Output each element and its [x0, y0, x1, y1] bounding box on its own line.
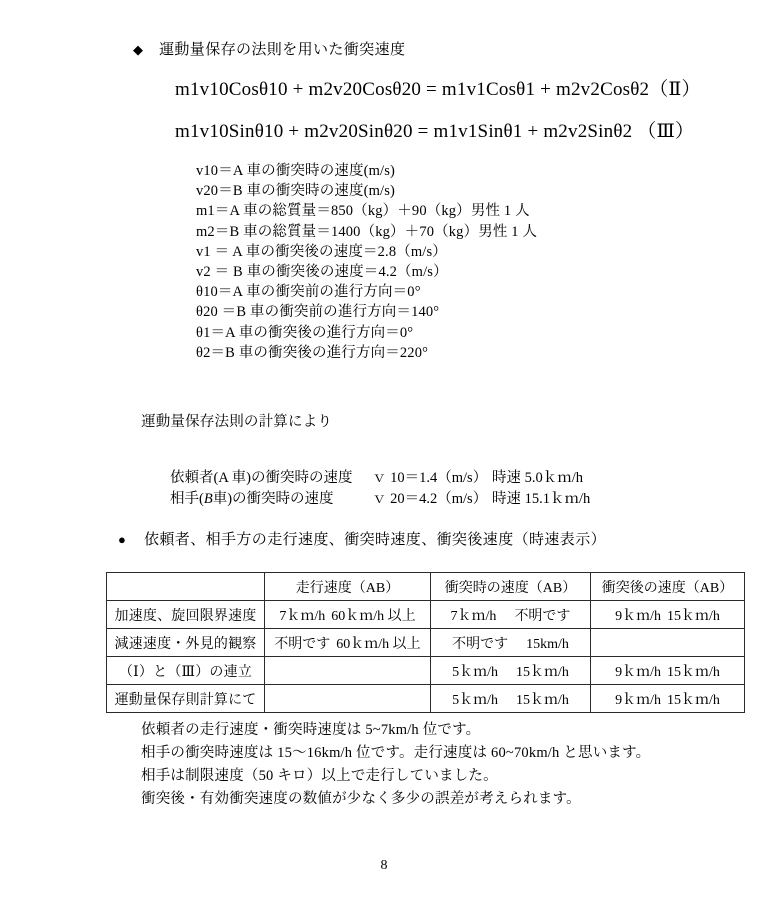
table-cell-travel [265, 629, 431, 657]
table-cell-impact-a: 5ｋｍ/h [452, 692, 498, 708]
table-cell-impact-a: 不明です [452, 636, 509, 652]
definition-m2: m2＝B 車の総質量＝1400（kg）＋70（kg）男性 1 人 [196, 223, 538, 240]
definition-theta10: θ10＝A 車の衝突前の進行方向＝0° [196, 284, 421, 301]
definition-v2: v2 ＝ B 車の衝突後の速度＝4.2（m/s） [196, 264, 448, 281]
table-header-travel-speed: 走行速度（AB） [265, 573, 431, 601]
table-header-row [107, 573, 745, 601]
section-heading-label: 運動量保存の法則を用いた衝突速度 [159, 42, 406, 58]
equation-cos: m1v10Cosθ10 + m2v20Cosθ20 = m1v1Cosθ1 + m2v2Cosθ2（Ⅱ） [175, 79, 701, 100]
table-row [107, 685, 745, 713]
definition-v1: v1 ＝ A 車の衝突後の速度＝2.8（m/s） [196, 243, 447, 260]
table-header-blank [107, 573, 265, 601]
table-row-label: 加速度、旋回限界速度 [107, 601, 265, 629]
table-cell-after-a: 9ｋｍ/h [615, 608, 661, 624]
calculation-intro: 運動量保存法則の計算により [141, 414, 333, 430]
result-label-other [170, 489, 372, 510]
definition-theta2: θ2＝B 車の衝突後の進行方向＝220° [196, 344, 429, 361]
result-list [170, 468, 590, 509]
definition-theta20: θ20 ＝B 車の衝突前の進行方向＝140° [196, 304, 440, 321]
round-bullet-icon: ● [118, 532, 126, 547]
table-cell-impact-b: 不明です [514, 608, 571, 624]
table-cell-after [591, 685, 745, 713]
table-cell-after-b: 15ｋｍ/h [667, 664, 720, 680]
table-cell-after [591, 601, 745, 629]
table-cell-travel [265, 685, 431, 713]
table-cell-travel-a: 不明です [274, 636, 331, 652]
definition-v20: v20＝B 車の衝突時の速度(m/s) [196, 183, 396, 200]
table-cell-impact-a: 5ｋｍ/h [452, 664, 498, 680]
table-cell-after-a: 9ｋｍ/h [615, 664, 661, 680]
table-header-impact-speed: 衝突時の速度（AB） [431, 573, 591, 601]
table-heading [118, 529, 606, 552]
equation-sin: m1v10Sinθ10 + m2v20Sinθ20 = m1v1Sinθ1 + m2v2Sinθ2 （Ⅲ） [175, 121, 695, 142]
result-kmh-other: 時速 15.1ｋｍ/h [492, 490, 591, 507]
definition-theta1: θ1＝A 車の衝突後の進行方向＝0° [196, 324, 414, 341]
result-row-other [170, 489, 590, 510]
conclusion-line-2: 相手の衝突時速度は 15〜16km/h 位です。走行速度は 60~70km/h と思います。 [141, 745, 651, 761]
table-row-label: （Ⅰ）と（Ⅲ）の連立 [107, 657, 265, 685]
table-cell-impact-a: 7ｋｍ/h [450, 608, 497, 624]
definition-v10: v10＝A 車の衝突時の速度(m/s) [196, 163, 396, 179]
result-kmh-client: 時速 5.0ｋｍ/h [492, 470, 584, 486]
table-cell-after-a: 9ｋｍ/h [615, 692, 661, 708]
table-row [107, 601, 745, 629]
table-cell-travel [265, 601, 431, 629]
result-row-client [170, 468, 590, 489]
result-label-other-italic: B [203, 490, 213, 507]
conclusion-line-4: 衝突後・有効衝突速度の数値が少なく多少の誤差が考えられます。 [141, 791, 581, 807]
table-cell-impact [431, 601, 591, 629]
table-cell-after-b: 15ｋｍ/h [667, 608, 720, 624]
table-cell-after [591, 657, 745, 685]
table-cell-travel-a: 7ｋｍ/h [279, 608, 326, 624]
table-row-label: 減速速度・外見的観察 [107, 629, 265, 657]
table-heading-label: 依頼者、相手方の走行速度、衝突時速度、衝突後速度（時速表示） [144, 532, 607, 548]
table-row [107, 629, 745, 657]
speed-comparison-table [106, 572, 745, 713]
table-cell-travel-b: 60ｋｍ/h 以上 [331, 608, 416, 624]
table-cell-after-b: 15ｋｍ/h [667, 692, 720, 708]
result-value-other: ｖ 20＝4.2（m/s） [372, 490, 488, 507]
conclusion-line-3: 相手は制限速度（50 キロ）以上で走行していました。 [141, 768, 498, 784]
conclusion-list [141, 719, 650, 811]
table-cell-travel [265, 657, 431, 685]
result-value-client: ｖ 10＝1.4（m/s） [372, 470, 488, 486]
table-header-after-speed: 衝突後の速度（AB） [591, 573, 745, 601]
table-row-label: 運動量保存則計算にて [107, 685, 265, 713]
table-cell-impact-b: 15ｋｍ/h [516, 664, 569, 680]
table-cell-impact [431, 657, 591, 685]
conclusion-line-1: 依頼者の走行速度・衝突時速度は 5~7km/h 位です。 [141, 722, 481, 738]
table-row [107, 657, 745, 685]
table-cell-travel-b: 60ｋｍ/h 以上 [336, 636, 421, 652]
result-label-other-post: 車)の衝突時の速度 [212, 490, 334, 507]
result-label-other-pre: 相手( [170, 490, 204, 507]
diamond-bullet-icon: ◆ [133, 42, 143, 57]
section-heading [133, 39, 405, 62]
page-number: 8 [380, 858, 388, 873]
table-cell-impact [431, 629, 591, 657]
table-cell-after [591, 629, 745, 657]
result-label-client: 依頼者(A 車)の衝突時の速度 [170, 470, 353, 486]
definition-m1: m1＝A 車の総質量＝850（kg）＋90（kg）男性 1 人 [196, 203, 530, 220]
table-cell-impact-b: 15km/h [526, 636, 569, 652]
table-cell-impact-b: 15ｋｍ/h [516, 692, 569, 708]
table-cell-impact [431, 685, 591, 713]
variable-definitions [196, 161, 537, 363]
